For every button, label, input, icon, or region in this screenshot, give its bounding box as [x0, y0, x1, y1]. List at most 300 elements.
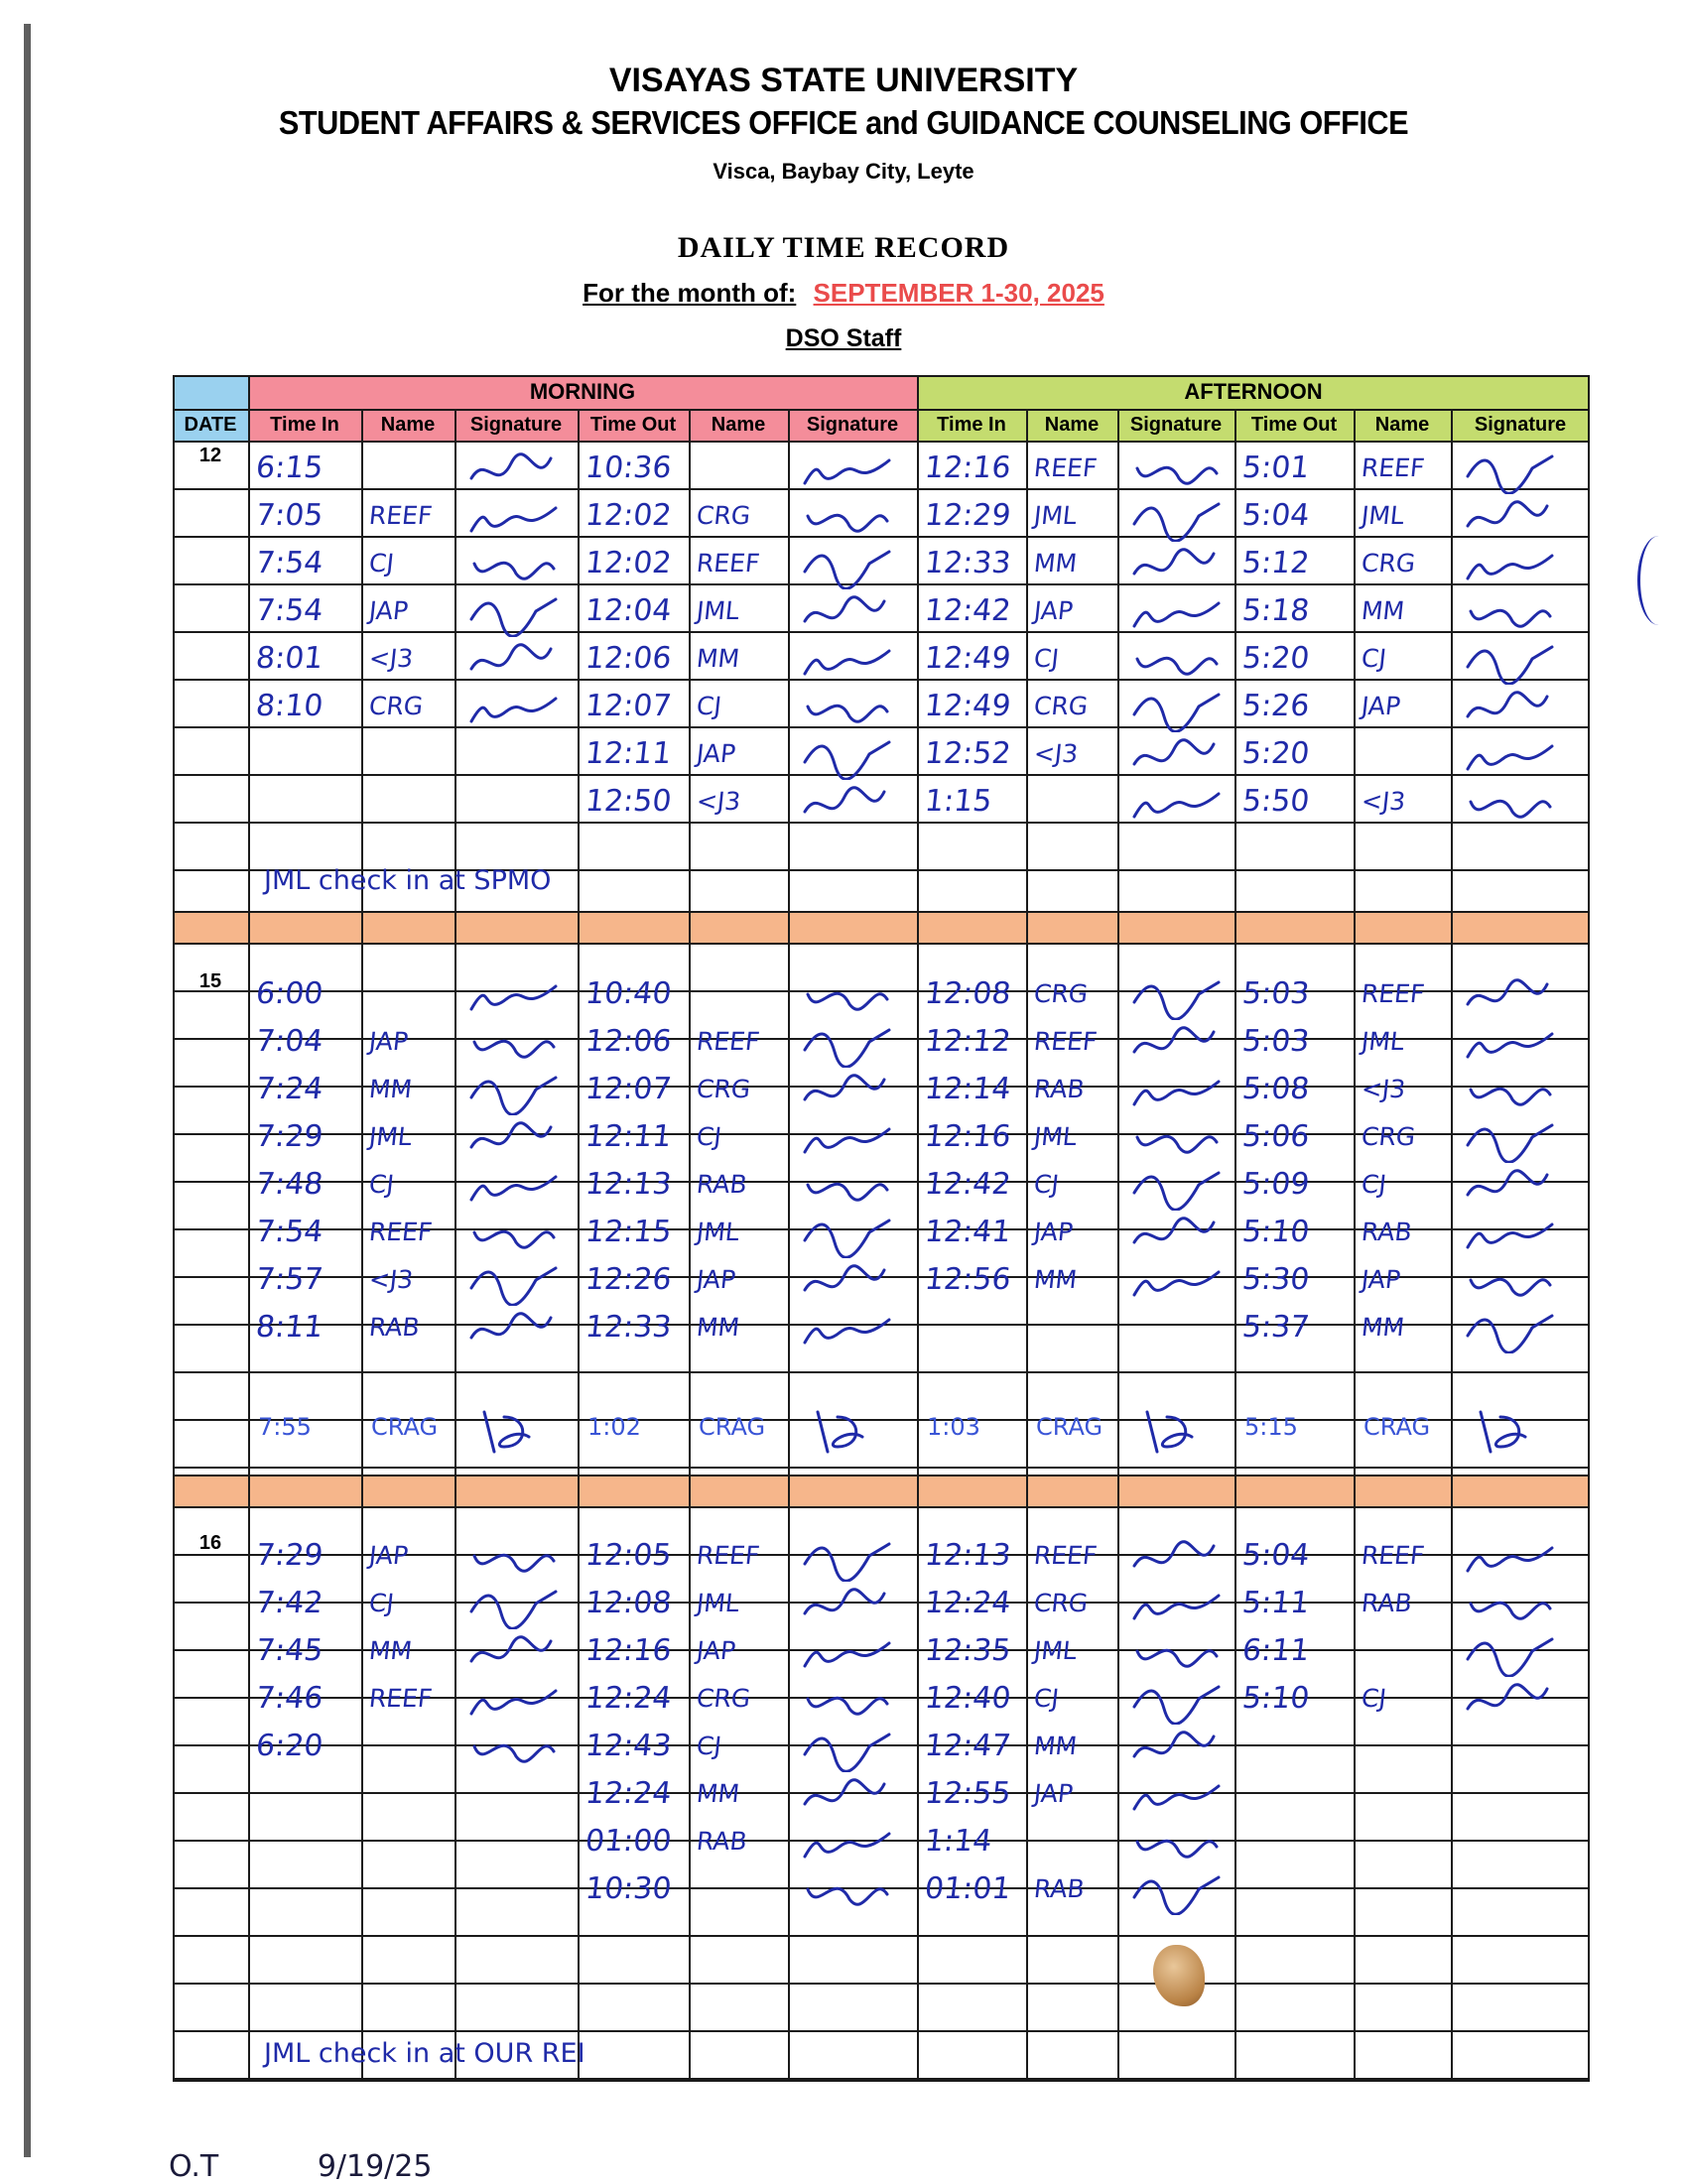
- grid-line-h: [173, 1506, 1590, 1508]
- address: Visca, Baybay City, Leyte: [713, 159, 974, 184]
- handwritten-name: CRG: [367, 692, 425, 720]
- signature-scribble: [800, 1869, 899, 1915]
- handwritten-time: 12:47: [923, 1729, 1013, 1763]
- signature-scribble: [1463, 1679, 1562, 1725]
- handwritten-time: 10:30: [584, 1871, 674, 1906]
- handwritten-name: REEF: [367, 1218, 434, 1246]
- signature-scribble: [800, 782, 899, 828]
- handwritten-time: 12:41: [923, 1215, 1013, 1249]
- handwritten-name: <J3: [1360, 787, 1407, 816]
- signature-scribble: [466, 1727, 566, 1772]
- signature-scribble: [466, 1679, 566, 1725]
- handwritten-time: 12:50: [584, 784, 674, 819]
- signature-scribble: [800, 1774, 899, 1820]
- signature-scribble: [1129, 449, 1229, 494]
- handwritten-name: MM: [1360, 1313, 1406, 1342]
- signature-scribble: [1129, 1070, 1229, 1115]
- handwritten-name: CRG: [695, 1075, 752, 1103]
- handwritten-name: JAP: [695, 1265, 737, 1294]
- signature-scribble: [800, 496, 899, 542]
- handwritten-name: CRG: [1360, 549, 1417, 578]
- handwritten-time: 7:48: [254, 1167, 325, 1202]
- signature-scribble: [466, 687, 566, 732]
- handwritten-time: 12:16: [923, 1119, 1013, 1154]
- signature-scribble: [1463, 1165, 1562, 1211]
- grid-line-h: [173, 409, 1590, 411]
- extra-entry: 1:03: [927, 1413, 980, 1441]
- signature-scribble: [1129, 1165, 1229, 1211]
- handwritten-time: 12:24: [584, 1681, 674, 1716]
- signature-scribble: [466, 1536, 566, 1582]
- signature-scribble: [1463, 1631, 1562, 1677]
- extra-entry: 7:55: [258, 1413, 312, 1441]
- signature-scribble: [474, 1407, 544, 1457]
- handwritten-time: 12:07: [584, 689, 674, 723]
- signature-scribble: [1463, 449, 1562, 494]
- handwritten-time: 12:55: [923, 1776, 1013, 1811]
- signature-scribble: [1463, 591, 1562, 637]
- handwritten-name: <J3: [1032, 739, 1080, 768]
- handwritten-time: 7:04: [254, 1024, 325, 1059]
- handwritten-name: JAP: [367, 1027, 410, 1056]
- handwritten-time: 5:20: [1240, 736, 1312, 771]
- handwritten-name: REEF: [1032, 1027, 1099, 1056]
- signature-scribble: [800, 1165, 899, 1211]
- extra-entry: 5:15: [1244, 1413, 1298, 1441]
- signature-scribble: [1129, 734, 1229, 780]
- signature-scribble: [800, 1260, 899, 1306]
- handwritten-name: REEF: [367, 501, 434, 530]
- handwritten-time: 12:13: [923, 1538, 1013, 1573]
- handwritten-time: 5:08: [1240, 1072, 1312, 1106]
- handwritten-time: 12:12: [923, 1024, 1013, 1059]
- section-separator: [173, 911, 1590, 943]
- handwritten-time: 7:29: [254, 1119, 325, 1154]
- handwritten-name: <J3: [1360, 1075, 1407, 1103]
- handwritten-name: JAP: [367, 596, 410, 625]
- signature-scribble: [1463, 974, 1562, 1020]
- handwritten-name: MM: [1360, 596, 1406, 625]
- signature-scribble: [800, 1631, 899, 1677]
- handwritten-time: 7:29: [254, 1538, 325, 1573]
- handwritten-time: 12:13: [584, 1167, 674, 1202]
- signature-scribble: [1129, 687, 1229, 732]
- signature-scribble: [466, 1117, 566, 1163]
- signature-scribble: [800, 1308, 899, 1353]
- handwritten-time: 8:11: [254, 1310, 325, 1345]
- signature-scribble: [800, 1536, 899, 1582]
- handwritten-time: 12:08: [923, 976, 1013, 1011]
- handwritten-name: JML: [1360, 1027, 1406, 1056]
- signature-scribble: [800, 1679, 899, 1725]
- handwritten-time: 12:26: [584, 1262, 674, 1297]
- grid-line-v: [248, 375, 250, 2082]
- handwritten-time: 5:06: [1240, 1119, 1312, 1154]
- column-header: Name: [380, 413, 436, 436]
- handwritten-time: 12:42: [923, 1167, 1013, 1202]
- grid-line-h: [173, 1371, 1590, 1373]
- column-header: Signature: [469, 413, 563, 436]
- handwritten-name: JAP: [367, 1541, 410, 1570]
- column-header: Name: [1374, 413, 1430, 436]
- handwritten-time: 7:57: [254, 1262, 325, 1297]
- signature-scribble: [1129, 1536, 1229, 1582]
- handwritten-name: CJ: [367, 549, 396, 578]
- handwritten-time: 7:42: [254, 1586, 325, 1620]
- signature-scribble: [1463, 687, 1562, 732]
- handwritten-time: 8:10: [254, 689, 325, 723]
- handwritten-name: MM: [1032, 549, 1079, 578]
- signature-scribble: [466, 591, 566, 637]
- signature-scribble: [800, 544, 899, 589]
- signature-scribble: [1463, 1260, 1562, 1306]
- handwritten-name: REEF: [1360, 979, 1426, 1008]
- handwritten-name: CJ: [695, 692, 723, 720]
- grid-line-v: [1588, 375, 1590, 2082]
- column-header: Signature: [1474, 413, 1567, 436]
- handwritten-name: CJ: [1360, 1684, 1388, 1713]
- signature-scribble: [800, 1727, 899, 1772]
- handwritten-name: JML: [1032, 501, 1079, 530]
- handwritten-time: 12:24: [584, 1776, 674, 1811]
- signature-scribble: [1129, 1631, 1229, 1677]
- signature-scribble: [1129, 1584, 1229, 1629]
- handwritten-time: 01:00: [584, 1824, 674, 1859]
- signature-scribble: [466, 974, 566, 1020]
- handwritten-time: 12:07: [584, 1072, 674, 1106]
- handwritten-name: JML: [695, 1589, 741, 1617]
- handwritten-time: 5:03: [1240, 1024, 1312, 1059]
- handwritten-name: CJ: [695, 1122, 723, 1151]
- handwritten-time: 7:05: [254, 498, 325, 533]
- handwritten-name: JAP: [1032, 596, 1075, 625]
- handwritten-name: REEF: [1032, 1541, 1099, 1570]
- signature-scribble: [1129, 782, 1229, 828]
- handwritten-name: JAP: [1360, 692, 1402, 720]
- handwritten-name: JML: [1360, 501, 1406, 530]
- handwritten-time: 12:06: [584, 641, 674, 676]
- handwritten-time: 5:01: [1240, 450, 1312, 485]
- signature-scribble: [466, 1584, 566, 1629]
- signature-scribble: [466, 1308, 566, 1353]
- signature-scribble: [1129, 1213, 1229, 1258]
- handwritten-time: 12:42: [923, 593, 1013, 628]
- handwritten-name: CJ: [1032, 1170, 1061, 1199]
- handwritten-name: REEF: [695, 1027, 761, 1056]
- extra-entry: CRAG: [1036, 1413, 1103, 1441]
- signature-scribble: [800, 734, 899, 780]
- handwritten-time: 12:24: [923, 1586, 1013, 1620]
- section-separator: [173, 1475, 1590, 1506]
- extra-entry: CRAG: [371, 1413, 439, 1441]
- signature-scribble: [1463, 734, 1562, 780]
- signature-scribble: [800, 974, 899, 1020]
- signature-scribble: [1129, 1822, 1229, 1867]
- handwritten-name: MM: [367, 1075, 414, 1103]
- handwritten-time: 12:40: [923, 1681, 1013, 1716]
- grid-line-v: [1026, 409, 1028, 2082]
- handwritten-time: 5:03: [1240, 976, 1312, 1011]
- signature-scribble: [1463, 1022, 1562, 1068]
- handwritten-time: 12:49: [923, 641, 1013, 676]
- handwritten-time: 12:11: [584, 1119, 674, 1154]
- signature-scribble: [1471, 1407, 1540, 1457]
- handwritten-time: 8:01: [254, 641, 325, 676]
- signature-scribble: [1463, 1070, 1562, 1115]
- column-header: Time Out: [1250, 413, 1338, 436]
- handwritten-name: CJ: [367, 1589, 396, 1617]
- signature-scribble: [1463, 1308, 1562, 1353]
- handwritten-time: 5:26: [1240, 689, 1312, 723]
- handwritten-name: CJ: [1360, 1170, 1388, 1199]
- handwritten-time: 5:11: [1240, 1586, 1312, 1620]
- handwritten-name: CRG: [695, 501, 752, 530]
- grid-line-h: [173, 911, 1590, 913]
- column-header: Name: [1044, 413, 1100, 436]
- handwritten-name: CJ: [1032, 1684, 1061, 1713]
- handwritten-name: REEF: [367, 1684, 434, 1713]
- handwritten-name: REEF: [695, 1541, 761, 1570]
- signature-scribble: [800, 687, 899, 732]
- grid-line-h: [173, 441, 1590, 443]
- signature-scribble: [1129, 1869, 1229, 1915]
- handwritten-name: CRG: [1032, 1589, 1090, 1617]
- handwritten-time: 1:14: [923, 1824, 994, 1859]
- signature-scribble: [1463, 1584, 1562, 1629]
- handwritten-name: CRG: [1032, 692, 1090, 720]
- signature-scribble: [800, 1584, 899, 1629]
- signature-scribble: [466, 1631, 566, 1677]
- handwritten-time: 5:09: [1240, 1167, 1312, 1202]
- column-header: Signature: [1129, 413, 1223, 436]
- handwritten-name: JML: [695, 1218, 741, 1246]
- signature-scribble: [1463, 1213, 1562, 1258]
- handwritten-name: MM: [695, 1313, 741, 1342]
- section-note: JML check in at SPMO: [264, 865, 552, 896]
- signature-scribble: [1129, 1679, 1229, 1725]
- handwritten-name: MM: [1032, 1265, 1079, 1294]
- grid-line-v: [578, 409, 580, 2082]
- signature-scribble: [800, 1822, 899, 1867]
- grid-line-v: [173, 375, 175, 2082]
- date-value: 16: [198, 1532, 222, 1554]
- column-header: Signature: [806, 413, 899, 436]
- afternoon-label: AFTERNOON: [1184, 379, 1323, 404]
- handwritten-name: JAP: [1032, 1779, 1075, 1808]
- handwritten-time: 7:54: [254, 546, 325, 580]
- handwritten-name: JML: [1032, 1122, 1079, 1151]
- handwritten-time: 5:12: [1240, 546, 1312, 580]
- handwritten-name: JML: [367, 1122, 414, 1151]
- extra-entry: CRAG: [1363, 1413, 1431, 1441]
- handwritten-name: CRG: [1032, 979, 1090, 1008]
- grid-line-v: [689, 409, 691, 2082]
- signature-scribble: [1463, 639, 1562, 685]
- signature-scribble: [466, 496, 566, 542]
- signature-scribble: [466, 1070, 566, 1115]
- handwritten-time: 12:52: [923, 736, 1013, 771]
- signature-scribble: [1463, 496, 1562, 542]
- handwritten-name: JML: [1032, 1636, 1079, 1665]
- grid-line-v: [454, 409, 456, 2082]
- handwritten-time: 5:30: [1240, 1262, 1312, 1297]
- signature-scribble: [800, 591, 899, 637]
- handwritten-name: JAP: [1360, 1265, 1402, 1294]
- signature-scribble: [800, 1022, 899, 1068]
- date-value: 12: [198, 445, 222, 466]
- signature-scribble: [1129, 1774, 1229, 1820]
- university-name: VISAYAS STATE UNIVERSITY: [608, 62, 1079, 99]
- signature-scribble: [808, 1407, 877, 1457]
- handwritten-name: REEF: [695, 549, 761, 578]
- handwritten-time: 6:20: [254, 1729, 325, 1763]
- signature-scribble: [1129, 544, 1229, 589]
- signature-scribble: [800, 1070, 899, 1115]
- handwritten-name: CRG: [695, 1684, 752, 1713]
- grid-line-v: [788, 409, 790, 2082]
- handwritten-time: 12:14: [923, 1072, 1013, 1106]
- handwritten-time: 12:11: [584, 736, 674, 771]
- column-header: Time In: [937, 413, 1006, 436]
- handwritten-time: 6:15: [254, 450, 325, 485]
- handwritten-time: 12:06: [584, 1024, 674, 1059]
- handwritten-name: <J3: [367, 644, 415, 673]
- signature-scribble: [1129, 974, 1229, 1020]
- handwritten-time: 5:37: [1240, 1310, 1312, 1345]
- signature-scribble: [1463, 782, 1562, 828]
- date-value: 15: [198, 970, 222, 992]
- handwritten-time: 5:10: [1240, 1215, 1312, 1249]
- footer-date: 9/19/25: [317, 2149, 433, 2184]
- handwritten-name: CJ: [367, 1170, 396, 1199]
- signature-scribble: [1463, 544, 1562, 589]
- handwritten-name: RAB: [1360, 1218, 1414, 1246]
- column-header: Time Out: [589, 413, 677, 436]
- signature-scribble: [1129, 496, 1229, 542]
- handwritten-name: JAP: [695, 1636, 737, 1665]
- handwritten-time: 12:35: [923, 1633, 1013, 1668]
- handwritten-time: 5:04: [1240, 1538, 1312, 1573]
- handwritten-name: JAP: [695, 739, 737, 768]
- signature-scribble: [800, 1213, 899, 1258]
- office-name: STUDENT AFFAIRS & SERVICES OFFICE and GUIDANCE COUNSELING OFFICE: [278, 104, 1409, 141]
- handwritten-time: 12:33: [584, 1310, 674, 1345]
- signature-scribble: [466, 639, 566, 685]
- handwritten-time: 1:15: [923, 784, 994, 819]
- signature-scribble: [1463, 1536, 1562, 1582]
- signature-scribble: [1129, 591, 1229, 637]
- handwritten-time: 12:02: [584, 546, 674, 580]
- handwritten-time: 10:40: [584, 976, 674, 1011]
- handwritten-name: <J3: [367, 1265, 415, 1294]
- handwritten-name: MM: [695, 644, 741, 673]
- handwritten-name: JML: [695, 596, 741, 625]
- handwritten-time: 12:56: [923, 1262, 1013, 1297]
- handwritten-time: 6:00: [254, 976, 325, 1011]
- handwritten-name: RAB: [695, 1170, 749, 1199]
- handwritten-name: CJ: [1032, 644, 1061, 673]
- handwritten-time: 7:46: [254, 1681, 325, 1716]
- handwritten-time: 12:16: [923, 450, 1013, 485]
- group-label: DSO Staff: [785, 324, 902, 352]
- handwritten-time: 12:08: [584, 1586, 674, 1620]
- handwritten-time: 12:04: [584, 593, 674, 628]
- grid-line-h: [173, 943, 1590, 945]
- handwritten-time: 12:49: [923, 689, 1013, 723]
- handwritten-time: 7:54: [254, 593, 325, 628]
- handwritten-name: RAB: [1360, 1589, 1414, 1617]
- grid-line-h: [173, 1467, 1590, 1469]
- handwritten-time: 12:33: [923, 546, 1013, 580]
- grid-line-h: [173, 1935, 1590, 1937]
- signature-scribble: [466, 1213, 566, 1258]
- signature-scribble: [466, 1022, 566, 1068]
- signature-scribble: [466, 1260, 566, 1306]
- month-value: SEPTEMBER 1-30, 2025: [813, 278, 1104, 308]
- signature-scribble: [1129, 1260, 1229, 1306]
- handwritten-time: 10:36: [584, 450, 674, 485]
- signature-scribble: [800, 449, 899, 494]
- handwritten-time: 12:05: [584, 1538, 674, 1573]
- signature-scribble: [1129, 639, 1229, 685]
- footer-initials-text: O.T: [169, 2149, 219, 2184]
- extra-entry: CRAG: [699, 1413, 766, 1441]
- handwritten-name: JAP: [1032, 1218, 1075, 1246]
- extra-entry: 1:02: [587, 1413, 641, 1441]
- handwritten-name: RAB: [1032, 1075, 1087, 1103]
- handwritten-name: <J3: [695, 787, 742, 816]
- handwritten-time: 7:54: [254, 1215, 325, 1249]
- handwritten-name: RAB: [1032, 1874, 1087, 1903]
- section-note: JML check in at OUR REI: [264, 2038, 585, 2069]
- grid-line-v: [1354, 409, 1356, 2082]
- handwritten-name: MM: [367, 1636, 414, 1665]
- grid-line-v: [1451, 409, 1453, 2082]
- grid-line-h: [173, 1983, 1590, 1985]
- grid-line-v: [361, 409, 363, 2082]
- column-header: Name: [711, 413, 766, 436]
- signature-scribble: [466, 449, 566, 494]
- handwritten-time: 12:29: [923, 498, 1013, 533]
- signature-scribble: [466, 544, 566, 589]
- handwritten-time: 12:15: [584, 1215, 674, 1249]
- column-header: Time In: [270, 413, 339, 436]
- handwritten-time: 5:20: [1240, 641, 1312, 676]
- handwritten-time: 5:04: [1240, 498, 1312, 533]
- signature-scribble: [1463, 1117, 1562, 1163]
- handwritten-time: 12:16: [584, 1633, 674, 1668]
- handwritten-time: 7:24: [254, 1072, 325, 1106]
- signature-scribble: [1129, 1022, 1229, 1068]
- grid-line-h: [173, 2030, 1590, 2032]
- signature-scribble: [466, 1165, 566, 1211]
- grid-line-v: [917, 375, 919, 2082]
- grid-line-v: [1234, 409, 1236, 2082]
- footer-initials: [169, 2149, 432, 2184]
- handwritten-name: REEF: [1360, 453, 1426, 482]
- handwritten-name: MM: [1032, 1732, 1079, 1760]
- handwritten-time: 5:50: [1240, 784, 1312, 819]
- handwritten-time: 7:45: [254, 1633, 325, 1668]
- handwritten-time: 5:18: [1240, 593, 1312, 628]
- handwritten-time: 6:11: [1240, 1633, 1312, 1668]
- handwritten-name: REEF: [1360, 1541, 1426, 1570]
- form-title: DAILY TIME RECORD: [677, 231, 1010, 264]
- handwritten-name: RAB: [367, 1313, 422, 1342]
- signature-scribble: [1129, 1727, 1229, 1772]
- morning-label: MORNING: [529, 379, 636, 404]
- handwritten-time: 01:01: [923, 1871, 1013, 1906]
